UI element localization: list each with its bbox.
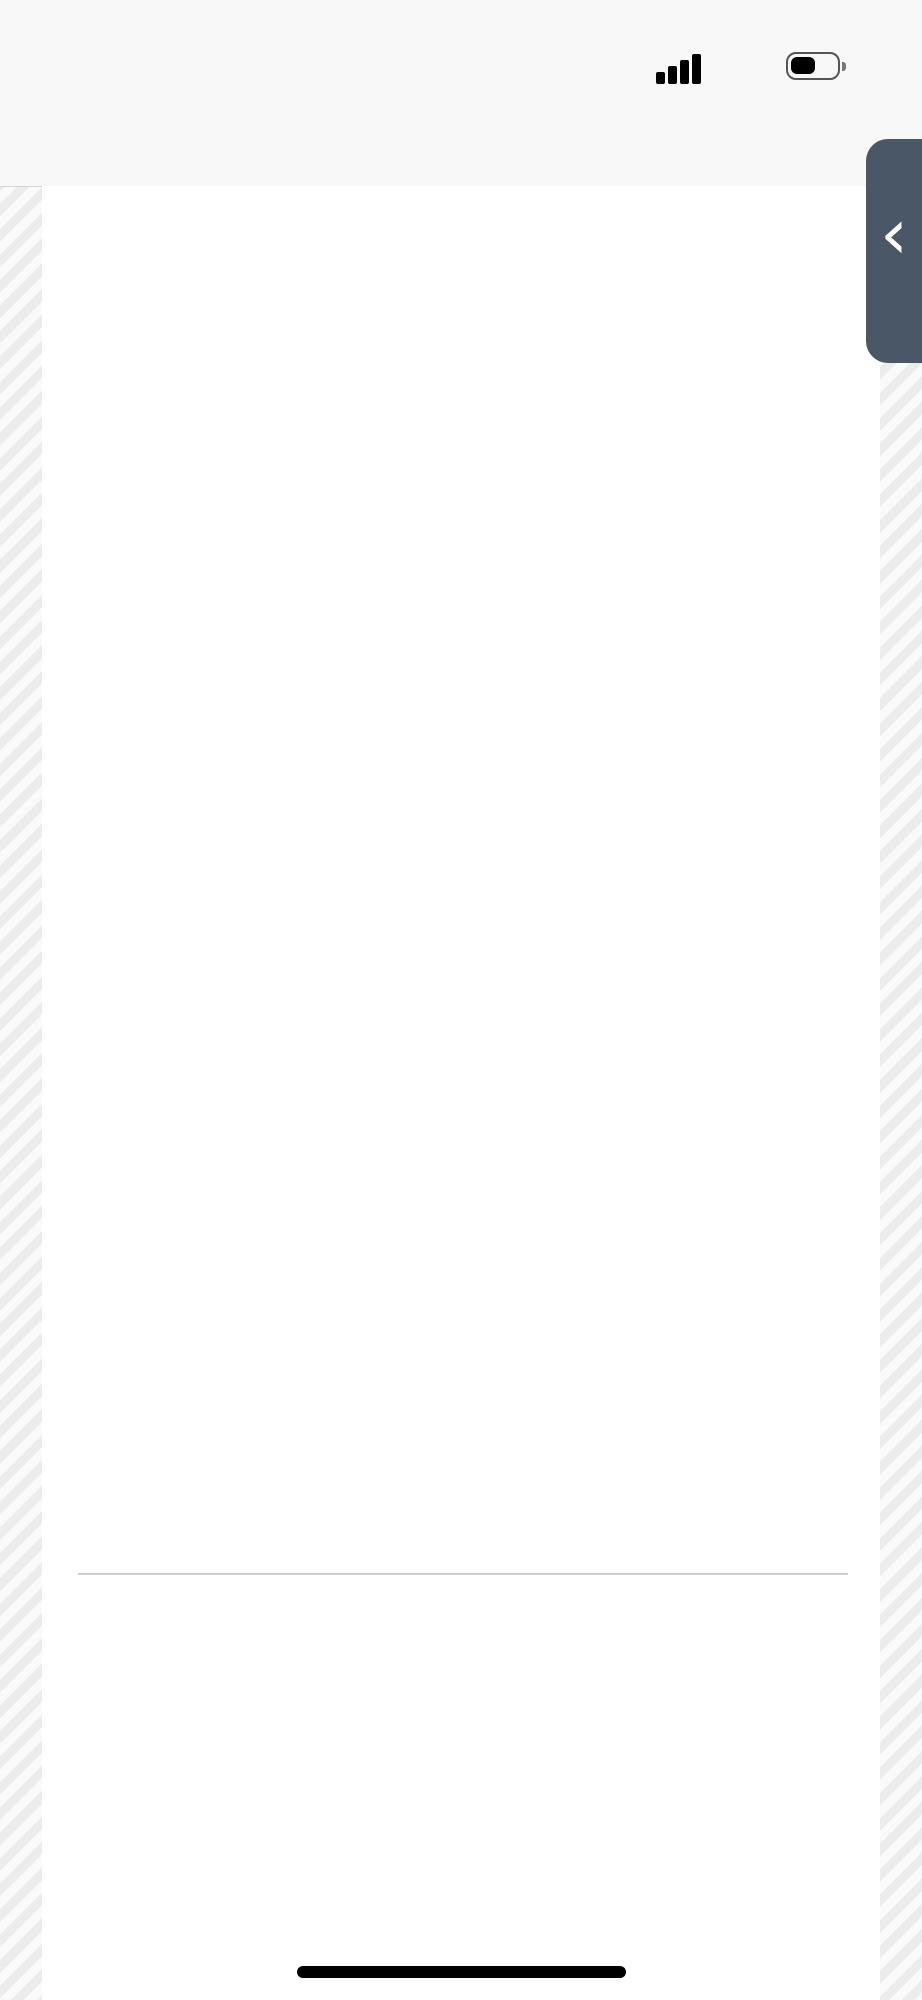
vote-content: [42, 186, 880, 2000]
home-indicator[interactable]: [297, 1966, 626, 1978]
battery-icon: [786, 52, 840, 80]
status-bar: [0, 0, 922, 130]
collapse-panel-tab[interactable]: [866, 139, 922, 363]
cellular-signal-icon: [656, 52, 702, 84]
chevron-left-icon: ‹: [880, 193, 908, 275]
network-indicator: [716, 50, 717, 83]
section-divider: [78, 1573, 848, 1575]
address-bar[interactable]: [0, 130, 922, 187]
